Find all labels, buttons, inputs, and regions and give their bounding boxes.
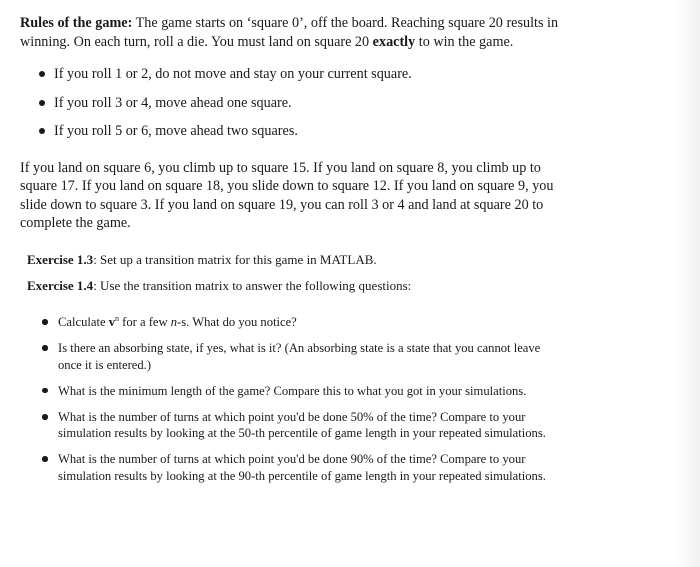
rules-heading: Rules of the game: (20, 15, 133, 31)
questions-list (28, 314, 548, 484)
question-2: Is there an absorbing state, if yes, what is it? (An absorbing state is a state that you cannot leave once it is entered.) (58, 341, 541, 372)
question-1-vector: v (108, 315, 115, 330)
rules-exactly: exactly (372, 34, 416, 50)
exercise-1-4-text: : Use the transition matrix to answer the following questions: (93, 278, 412, 294)
document-body (20, 14, 580, 484)
question-1-start: Calculate (58, 315, 109, 330)
page-edge-shadow (674, 0, 700, 567)
rules-text: The game starts on ‘square 0’, off the board. Reaching square 20 results in winning. On each turn, roll a die. You must land on square 20 (20, 15, 559, 50)
exercise-1-4-label: Exercise 1.4 (27, 278, 94, 294)
bullet-icon (42, 345, 48, 351)
question-1-for: for a few (119, 315, 171, 330)
question-3: What is the minimum length of the game? Compare this to what you got in your simulations. (58, 383, 527, 398)
rules-text-end: to win the game. (415, 34, 514, 50)
list-item (28, 314, 548, 330)
exercise-1-3-text: : Set up a transition matrix for this game in MATLAB. (93, 252, 377, 268)
roll-rule-2: If you roll 3 or 4, move ahead one square. (54, 94, 292, 111)
exercise-1-4 (27, 277, 580, 295)
question-5: What is the number of turns at which point you'd be done 90% of the time? Compare to your simulation results by looking at the 90-th percentile of game length in your repeated simulations. (58, 452, 546, 483)
bullet-icon (39, 128, 45, 134)
roll-rule-1: If you roll 1 or 2, do not move and stay on your current square. (54, 66, 412, 82)
list-item (20, 122, 580, 141)
list-item (28, 409, 548, 441)
bullet-icon (42, 414, 48, 420)
question-1-superscript: n (115, 314, 119, 323)
question-1-n: n (170, 315, 178, 330)
question-4: What is the number of turns at which point you'd be done 50% of the time? Compare to your simulation results by looking at the 50-th percentile of game length in your repeated simulations. (58, 410, 546, 441)
roll-rules-list (20, 65, 580, 141)
list-item (20, 65, 580, 84)
list-item (28, 340, 548, 372)
bullet-icon (42, 319, 48, 325)
exercise-1-3-label: Exercise 1.3 (27, 252, 94, 268)
list-item (20, 94, 580, 113)
exercise-1-3 (27, 251, 580, 269)
question-1-end: -s. What do you notice? (177, 315, 297, 330)
rules-paragraph (20, 14, 580, 52)
roll-rule-3: If you roll 5 or 6, move ahead two squares. (54, 123, 298, 139)
bullet-icon (39, 100, 45, 106)
bullet-icon (42, 456, 48, 462)
list-item (28, 383, 548, 399)
list-item (28, 451, 548, 483)
ladders-paragraph: If you land on square 6, you climb up to square 15. If you land on square 8, you climb up to square 17. If you land on square 18, you slide down to square 12. If you land on square 9, you slide down to square 3. If you land on square 19, you can roll 3 or 4 and land at square 20 to complete the game. (20, 160, 554, 231)
bullet-icon (39, 71, 45, 77)
bullet-icon (42, 388, 48, 394)
